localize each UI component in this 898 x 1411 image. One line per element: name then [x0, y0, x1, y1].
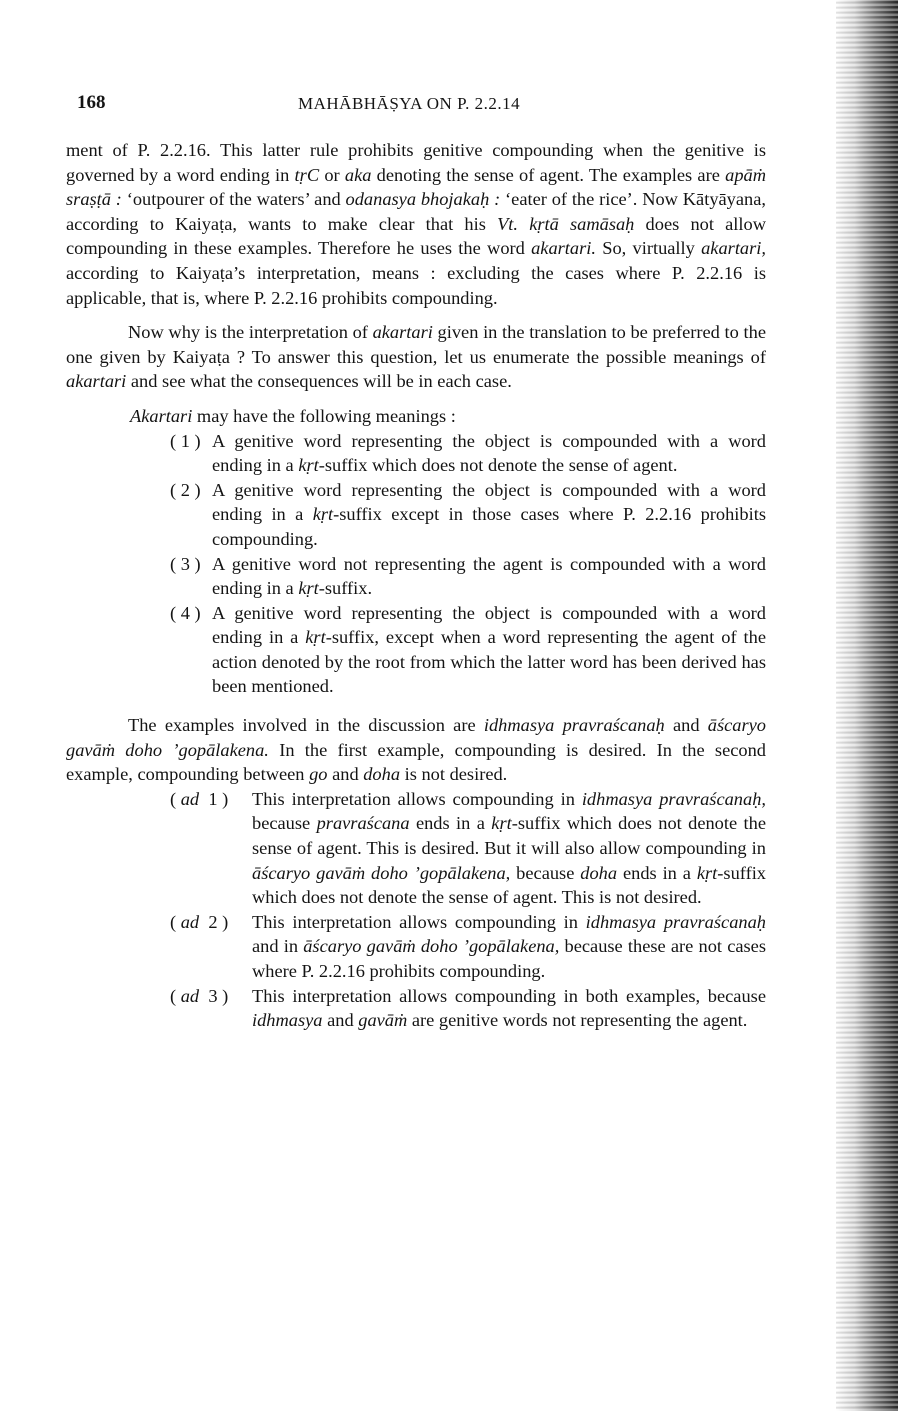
meaning-number: ( 4 )	[170, 602, 201, 623]
book-spine-shadow	[836, 0, 898, 1411]
meaning-number: ( 1 )	[170, 430, 201, 451]
body-text	[66, 138, 766, 1033]
paragraph-2: Now why is the interpretation of akartari given in the translation to be preferred to the one given by Kaiyaṭa ? To answer this question, let us enumerate the possible meanings of akartari and see what the consequences will be in each case.	[66, 322, 766, 392]
ad-item-2: ( ad 2 ) This interpretation allows compounding in idhmasya pravraścanaḥ and in āścaryo gavāṁ doho ’gopālakena, because these are not cases where P. 2.2.16 prohibits compounding.	[170, 911, 766, 981]
meaning-number: ( 2 )	[170, 479, 201, 500]
page-number: 168	[77, 92, 106, 113]
meanings-intro: Akartari may have the following meanings :	[130, 405, 456, 426]
ad-item-1: ( ad 1 ) This interpretation allows compounding in idhmasya pravraścanaḥ, because pravraścana ends in a kṛt-suffix which does not denote the sense of agent. This is desired. But it will also allow compounding in āścaryo gavāṁ doho ’gopālakena, because doha ends in a kṛt-suffix which does not denote the sense of agent. This is not desired.	[170, 788, 767, 908]
ad-label: ( ad 1 )	[170, 788, 229, 809]
page-header	[66, 92, 766, 118]
meaning-item-1: ( 1 ) A genitive word representing the object is compounded with a word ending in a kṛt-suffix which does not denote the sense of agent.	[170, 430, 766, 476]
meaning-item-4: ( 4 ) A genitive word representing the object is compounded with a word ending in a kṛt-suffix, except when a word representing the agent of the action denoted by the root from which the latter word has been derived has been mentioned.	[170, 602, 766, 697]
meaning-number: ( 3 )	[170, 553, 201, 574]
meaning-item-3: ( 3 ) A genitive word not representing the agent is compounded with a word ending in a kṛt-suffix.	[170, 553, 766, 599]
paragraph-4: The examples involved in the discussion are idhmasya pravraścanaḥ and āścaryo gavāṁ doho ’gopālakena. In the first example, compounding is desired. In the second example, compounding between go and doha is not desired.	[66, 715, 766, 785]
ad-label: ( ad 3 )	[170, 985, 229, 1006]
ad-label: ( ad 2 )	[170, 911, 229, 932]
meaning-item-2: ( 2 ) A genitive word representing the object is compounded with a word ending in a kṛt-suffix except in those cases where P. 2.2.16 prohibits compounding.	[170, 479, 766, 549]
running-title: MAHĀBHĀṢYA ON P. 2.2.14	[298, 94, 521, 113]
paragraph-1: ment of P. 2.2.16. This latter rule prohibits genitive compounding when the genitive is governed by a word ending in tṛC or aka denoting the sense of agent. The examples are apāṁ sraṣṭā : ‘outpourer of the waters’ and odanasya bhojakaḥ : ‘eater of the rice’. Now Kātyāyana, according to Kaiyaṭa, wants to make clear that his Vt. kṛtā samāsaḥ does not allow compounding in these examples. Therefore he uses the word akartari. So, virtually akartari, according to Kaiyaṭa’s interpretation, means : excluding the cases where P. 2.2.16 is applicable, that is, where P. 2.2.16 prohibits compounding.	[66, 140, 766, 308]
ad-item-3: ( ad 3 ) This interpretation allows compounding in both examples, because idhmasya and gavāṁ are genitive words not representing the agent.	[170, 985, 766, 1031]
